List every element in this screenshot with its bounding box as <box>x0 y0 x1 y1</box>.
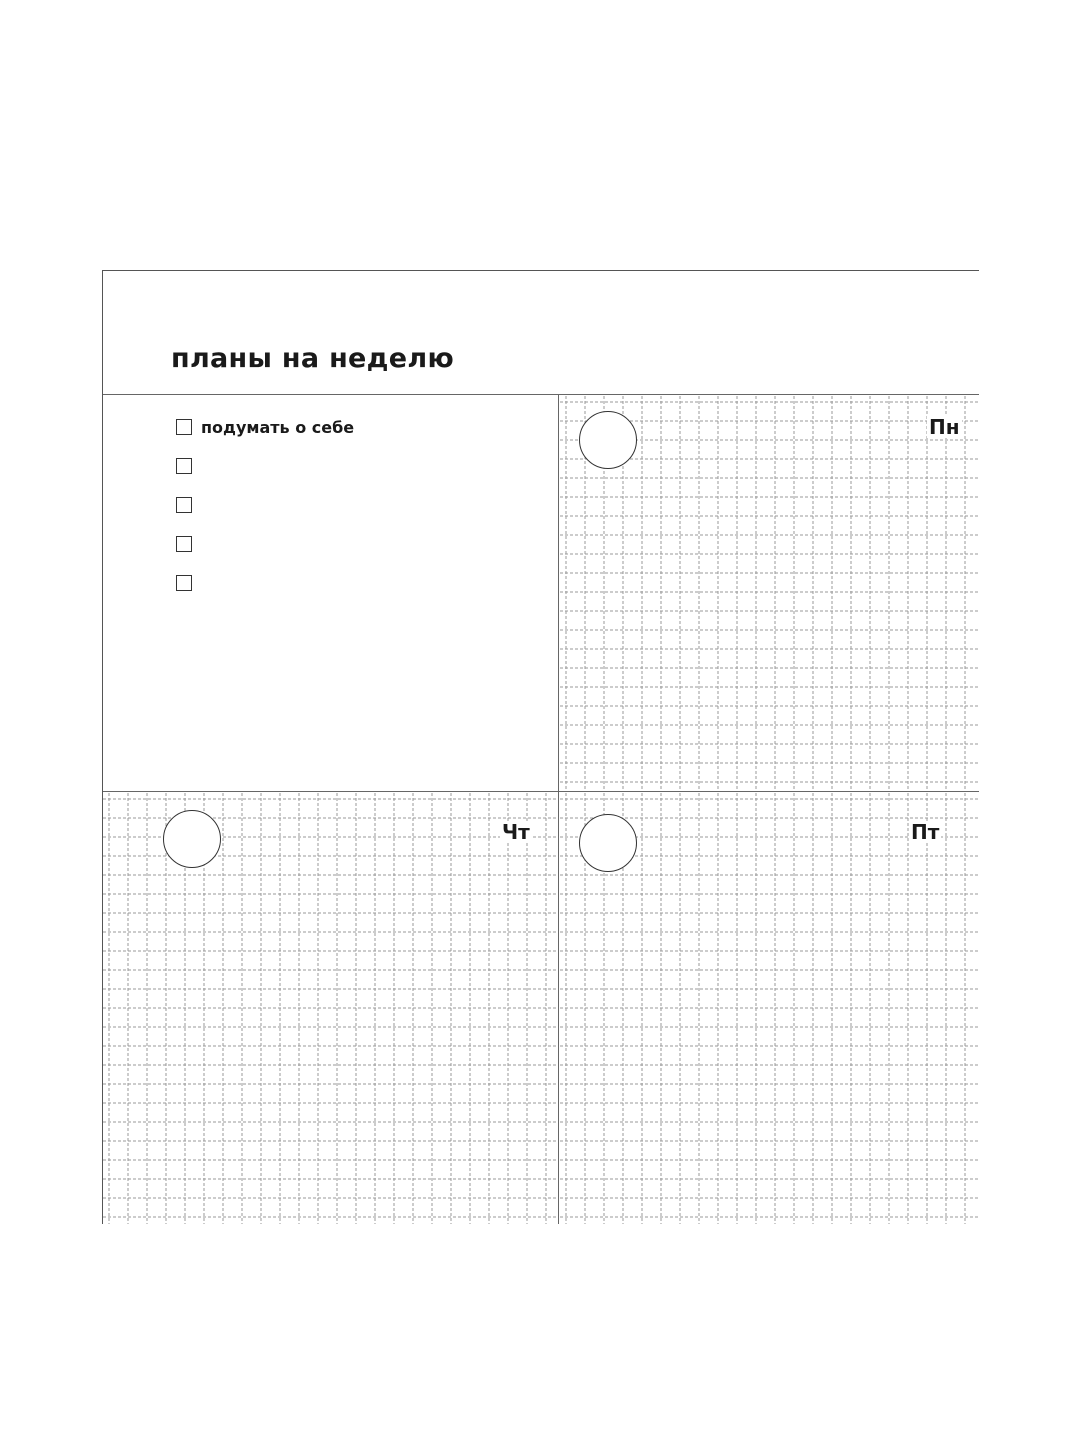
date-circle[interactable] <box>163 810 221 868</box>
task-item[interactable] <box>176 573 201 593</box>
day-label-fri: Пт <box>911 820 940 844</box>
task-label: подумать о себе <box>201 417 355 437</box>
day-cell-fri[interactable] <box>560 793 979 1224</box>
task-checkbox[interactable] <box>176 575 192 591</box>
task-checkbox[interactable] <box>176 497 192 513</box>
task-item[interactable] <box>176 534 201 554</box>
task-checkbox[interactable] <box>176 419 192 435</box>
page-title: планы на неделю <box>171 343 455 374</box>
task-item[interactable] <box>176 417 354 437</box>
day-cell-thu[interactable] <box>103 793 557 1224</box>
task-checkbox[interactable] <box>176 536 192 552</box>
row-divider <box>103 791 979 792</box>
task-item[interactable] <box>176 456 201 476</box>
column-divider <box>558 394 559 1224</box>
day-label-thu: Чт <box>502 820 530 844</box>
day-label-mon: Пн <box>929 415 960 439</box>
task-item[interactable] <box>176 495 201 515</box>
weekly-planner <box>102 270 979 1224</box>
task-checkbox[interactable] <box>176 458 192 474</box>
task-list <box>103 395 558 791</box>
date-circle[interactable] <box>579 814 637 872</box>
date-circle[interactable] <box>579 411 637 469</box>
day-cell-mon[interactable] <box>560 396 979 790</box>
